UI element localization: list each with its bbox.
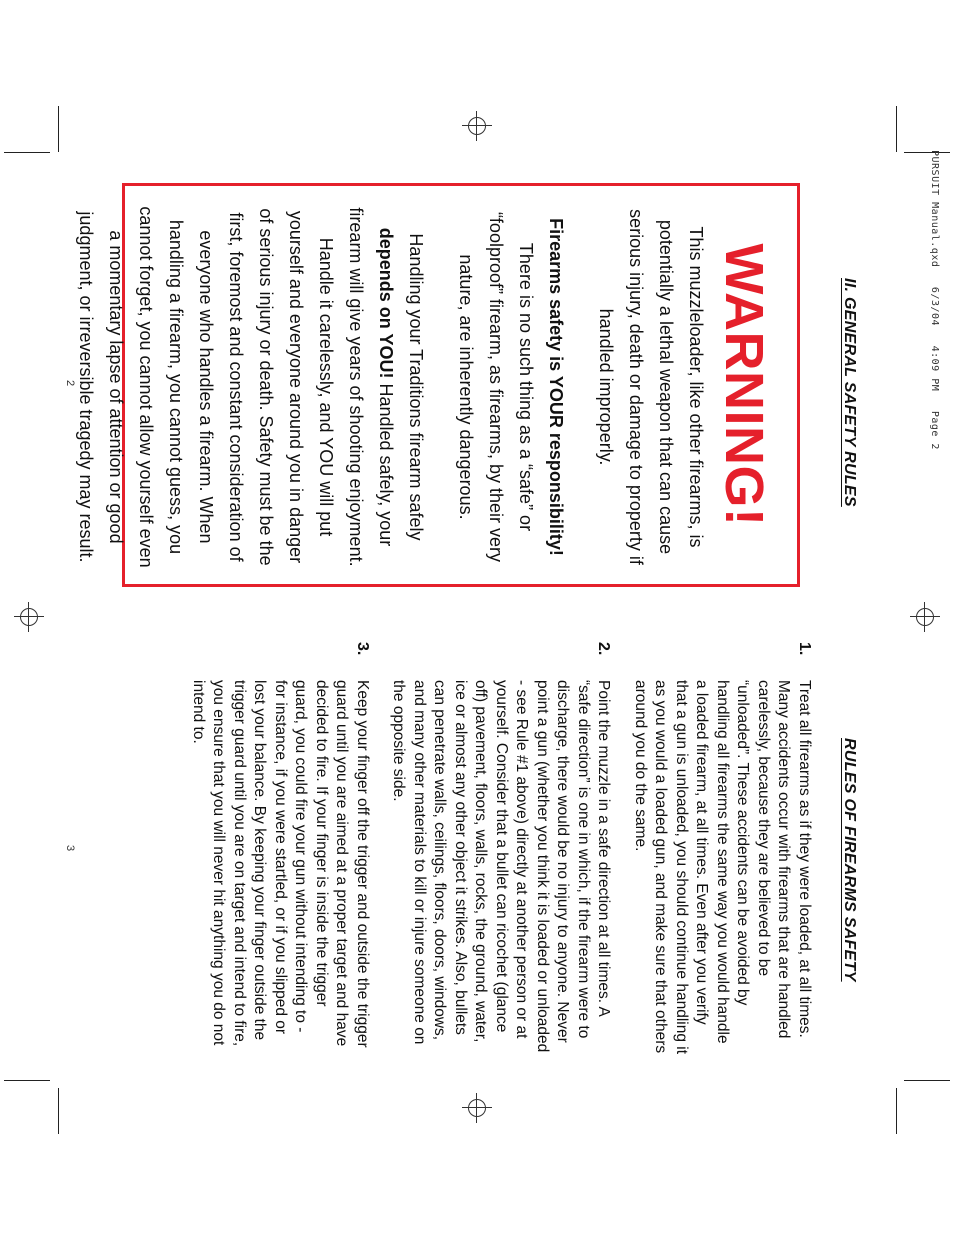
rule-text: Point the muzzle in a safe direction at all times. A “safe direction” is one in which, if the firearm were to discharge, there would be no injury to anyone. Never point a gun (whether you think it is loaded or unloaded - see Rule #1 above) directly at another person or at yourself. Consider that a bullet can ricochet (glance off) pavement, floors, walls, rocks, the ground, water, ice or almost any other object it strikes. Also, bullets can penetrate walls, ceilings, floors, doors, windows, and many other materials to kill or injure someone on the opposite side. [390, 680, 613, 1053]
para2-start: Handling your Traditions firearm safely [406, 233, 426, 541]
paragraph-foolproof: There is no such thing as a “safe” or “foolproof” firearm, as firearms, by their very nature, are inherently dangerous. [456, 211, 536, 563]
rule-number: 1. [796, 642, 813, 656]
warning-intro: This muzzleloader, like other firearms, is potentially a lethal weapon that can cause serious injury, death or damage to property if handled improperly. [596, 209, 706, 565]
para2-end: Handled safely, your firearm will give years of shooting enjoyment. Handle it carelessly, and YOU will put yourself and everyone around you in danger of serious injury or death. Safety must be the first, foremost and constant consideration of everyone who handles a firearm. When handling a firearm, you cannot guess, you cannot forget, you cannot allow yourself even a momentary lapse of attention or good judgment, or irreversible tragedy may result. [76, 206, 396, 568]
rule-item [388, 642, 614, 1054]
rule-text: Keep your finger off the trigger and outside the trigger guard until you are aimed at a proper target and have decided to fire. If your finger is inside the trigger guard, you could fire your gun without intending to - for instance, if you were startled, or if you slipped or lost your balance. By keeping your finger outside the trigger guard until you are on target and intend to fire, you ensure that you will never hit anything you do not intend to. [190, 680, 371, 1048]
warning-paragraph-2 [71, 204, 431, 570]
warning-body [51, 204, 711, 570]
rules-list [172, 642, 815, 1054]
responsibility-heading: Firearms safety is YOUR responsibility! [546, 218, 566, 556]
rule-number: 2. [595, 642, 613, 656]
rule-number: 3. [354, 642, 371, 656]
rule-item [630, 642, 815, 1054]
rule-item [188, 642, 373, 1054]
file-slug: PURSUIT Manual.qxd 6/3/04 4:09 PM Page 2 [929, 150, 940, 450]
section-header-general-safety: II. GENERAL SAFETY RULES [841, 278, 858, 507]
page-number-right: 3 [64, 845, 76, 852]
page-number-left: 2 [64, 380, 76, 387]
depends-on-you: depends on YOU! [376, 227, 396, 379]
warning-title: WARNING! [714, 243, 774, 527]
section-header-rules: RULES OF FIREARMS SAFETY [841, 738, 858, 982]
warning-paragraph [451, 204, 571, 570]
warning-box [76, 183, 800, 587]
rule-text: Treat all firearms as if they were loaded, at all times. Many accidents occur with firearms that are handled carelessly, because they are believed to be “unloaded”. These accidents can be avoided by handling all firearms the same way you would handle a loaded firearm, at all times. Even after you verify that a gun is unloaded, you should continue handling it as you would a loaded gun, and make sure that others around you do the same. [632, 680, 813, 1055]
